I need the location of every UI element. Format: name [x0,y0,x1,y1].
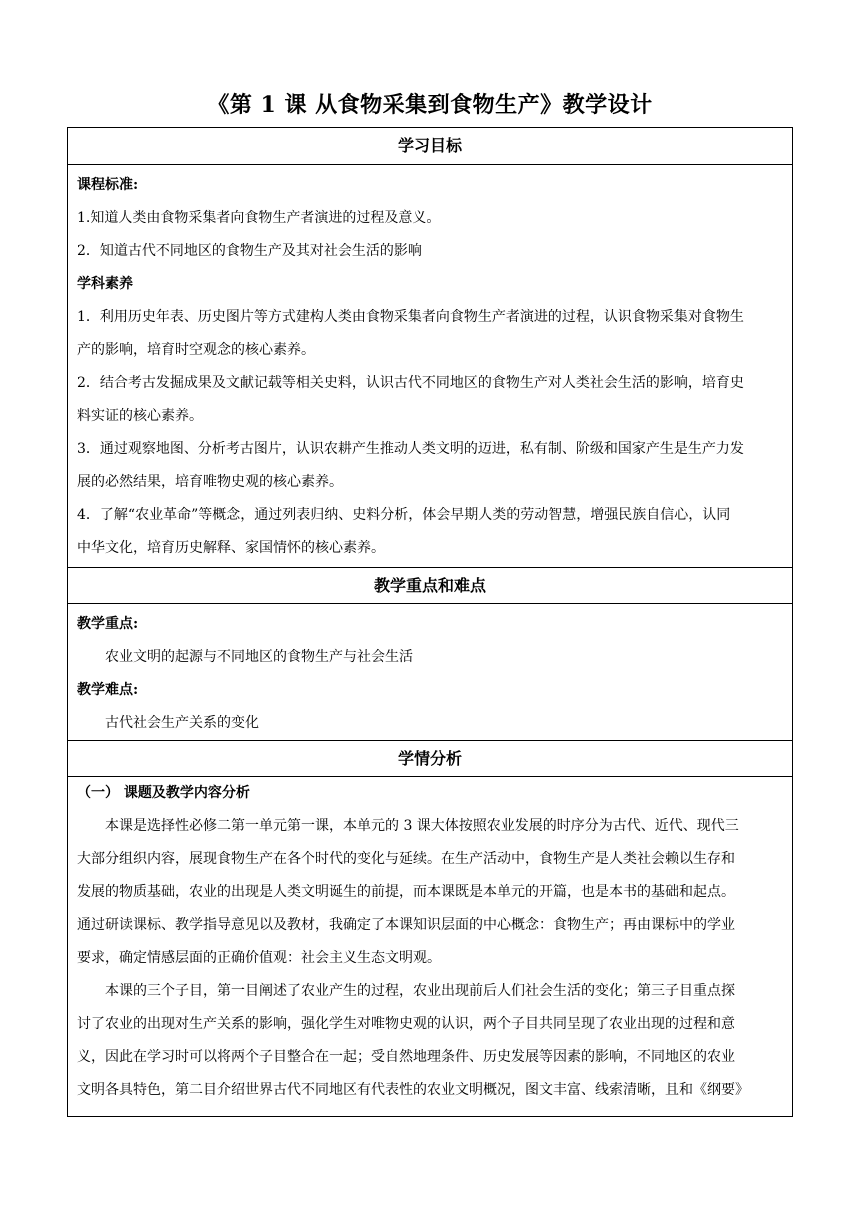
literacy-item-line: 4．了解“农业革命”等概念，通过列表归纳、史料分析，体会早期人类的劳动智慧，增强民族自信心，认同 [77,507,731,523]
analysis-subheading: （一） 课题及教学内容分析 [77,785,250,801]
standard-label: 课程标准: [77,177,139,193]
paragraph-line: 文明各具特色，第二目介绍世界古代不同地区有代表性的农业文明概况，图文丰富、线索清晰，且和《纲要》 [77,1082,749,1098]
objectives-content [68,164,792,567]
paragraph-line: 本课的三个子目，第一目阐述了农业产生的过程，农业出现前后人们社会生活的变化；第三子目重点探 [105,983,735,999]
literacy-item-line: 2．结合考古发掘成果及文献记载等相关史料，认识古代不同地区的食物生产对人类社会生活的影响，培育史 [77,375,744,391]
standard-item: 2．知道古代不同地区的食物生产及其对社会生活的影响 [77,243,422,259]
standard-item: 1.知道人类由食物采集者向食物生产者演进的过程及意义。 [77,210,441,226]
section-heading-objectives: 学习目标 [397,136,462,155]
paragraph-line: 发展的物质基础，农业的出现是人类文明诞生的前提，而本课既是本单元的开篇，也是本书的基础和起点。 [77,884,735,900]
difficult-point-text: 古代社会生产关系的变化 [105,715,259,731]
literacy-item-line: 中华文化，培育历史解释、家国情怀的核心素养。 [77,540,385,556]
literacy-item-line: 1．利用历史年表、历史图片等方式建构人类由食物采集者向食物生产者演进的过程，认识食物采集对食物生 [77,309,744,325]
paragraph-line: 大部分组织内容，展现食物生产在各个时代的变化与延续。在生产活动中，食物生产是人类社会赖以生存和 [77,851,735,867]
section-heading-key-points: 教学重点和难点 [68,567,792,603]
difficult-point-label: 教学难点: [77,682,139,698]
section-heading-analysis: 学情分析 [68,740,792,776]
paragraph-line: 本课是选择性必修二第一单元第一课，本单元的 3 课大体按照农业发展的时序分为古代、近代、现代三 [105,818,739,834]
literacy-item-line: 料实证的核心素养。 [77,408,203,424]
literacy-item-line: 产的影响，培育时空观念的核心素养。 [77,342,315,358]
paragraph-line: 讨了农业的出现对生产关系的影响，强化学生对唯物史观的认识，两个子目共同呈现了农业出现的过程和意 [77,1016,735,1032]
key-point-text: 农业文明的起源与不同地区的食物生产与社会生活 [105,649,413,665]
key-point-label: 教学重点: [77,616,139,632]
paragraph-line: 义，因此在学习时可以将两个子目整合在一起；受自然地理条件、历史发展等因素的影响，不同地区的农业 [77,1049,735,1065]
paragraph-line: 通过研读课标、教学指导意见以及教材，我确定了本课知识层面的中心概念：食物生产；再由课标中的学业 [77,917,735,933]
analysis-content [68,776,792,1116]
literacy-label: 学科素养 [77,276,133,292]
paragraph-line: 要求，确定情感层面的正确价值观：社会主义生态文明观。 [77,950,441,966]
literacy-item-line: 展的必然结果，培育唯物史观的核心素养。 [77,474,343,490]
literacy-item-line: 3．通过观察地图、分析考古图片，认识农耕产生推动人类文明的迈进，私有制、阶级和国家产生是生产力发 [77,441,744,457]
lesson-plan-table [67,127,793,1117]
document-title: 《第 1 课 从食物采集到食物生产》教学设计 [207,92,653,118]
key-points-content [68,603,792,740]
